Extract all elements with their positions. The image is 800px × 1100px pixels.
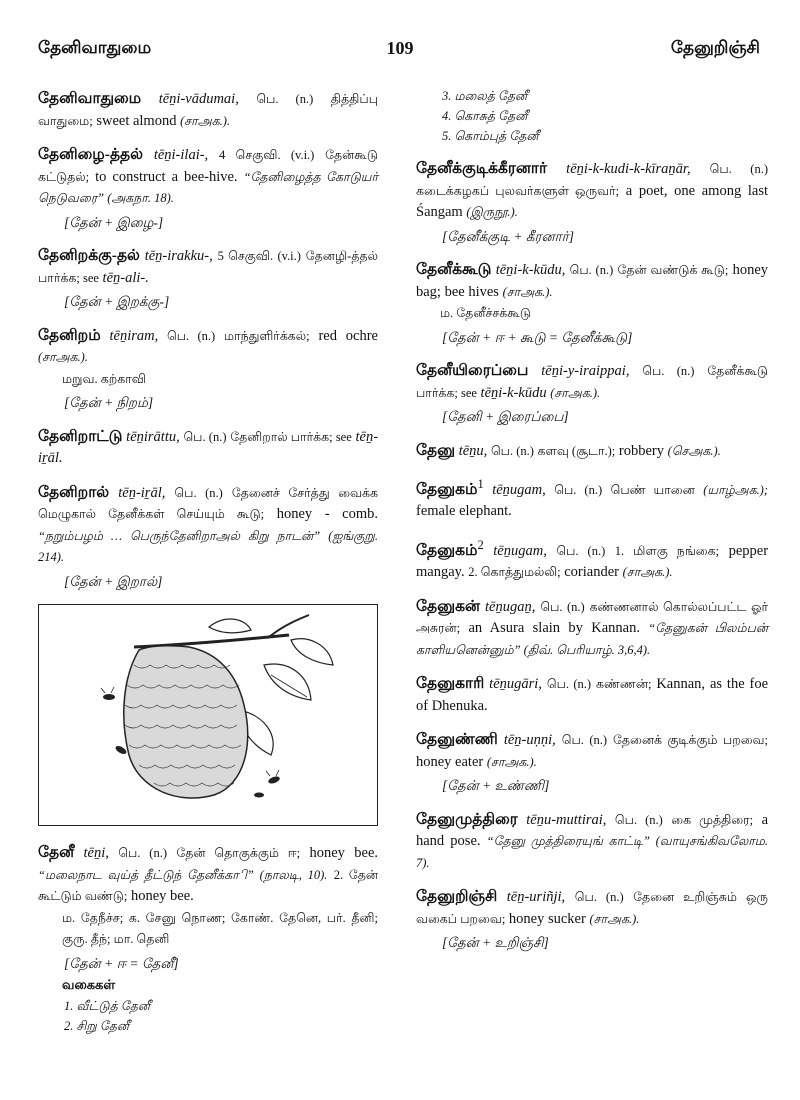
part-of-speech: பெ. (n.) bbox=[561, 733, 608, 748]
tamil-meaning-2: 2. தேன் கூட்டும் வண்டு; bbox=[38, 867, 379, 903]
source: (சாஅக.). bbox=[180, 113, 231, 128]
etymology: [தேன் + ஈ = தேனீ] bbox=[64, 955, 179, 971]
tamil-meaning: கண்ணன்; bbox=[596, 677, 652, 692]
headword: தேனீயிரைப்பை bbox=[416, 362, 529, 379]
headword: தேனிறம் bbox=[38, 326, 101, 344]
source: (சாஅக.). bbox=[502, 284, 553, 299]
transliteration: tēṉi-y-iraippai, bbox=[541, 363, 630, 379]
part-of-speech: பெ. (n.) bbox=[642, 364, 695, 378]
tamil-meaning: பெண் யானை bbox=[610, 482, 695, 497]
source: (சாஅக.). bbox=[589, 911, 640, 926]
headword: தேனுமுத்திரை bbox=[416, 810, 518, 828]
cross-reference: tēṉ-iṟāl. bbox=[38, 428, 379, 466]
headword: தேனீக்கூடு bbox=[416, 261, 492, 278]
type-item: 4. கொசுத் தேனீ bbox=[442, 109, 528, 123]
right-column bbox=[416, 88, 768, 966]
part-of-speech: 4 செகுவி. (v.i.) bbox=[218, 148, 315, 162]
tamil-meaning: மாந்துளிர்க்கல்; bbox=[224, 328, 310, 343]
headword: தேனீ bbox=[38, 844, 75, 861]
beehive-drawing bbox=[39, 605, 377, 825]
transliteration: tēṉi-vādumai, bbox=[158, 91, 239, 107]
headword: தேனிழை-த்தல் bbox=[38, 146, 144, 163]
english-meaning: Kannan, as the foe of Dhenuka. bbox=[416, 676, 769, 714]
types-continued bbox=[416, 86, 768, 146]
headword: தேனிறக்கு-தல் bbox=[38, 247, 140, 264]
tamil-meaning: தேனழி-த்தல் பார்க்க; see bbox=[38, 249, 378, 285]
transliteration: tēṉugāri, bbox=[489, 676, 542, 693]
page-number: 109 bbox=[386, 38, 414, 58]
cognates: ம. தேநீச்ச; க. சேனு நொண; கோண். தேனெ, பர். தீனி; குரு. தீந்; மா. தெனி bbox=[62, 910, 378, 946]
part-of-speech: பெ. (n.) bbox=[556, 543, 606, 558]
tamil-meaning: தேனை உறிஞ்சும் ஒரு வகைப் பறவை; bbox=[416, 890, 769, 926]
source: (சாஅக.). bbox=[550, 385, 601, 400]
left-column bbox=[38, 88, 378, 1048]
source: (சாஅக.). bbox=[622, 565, 673, 580]
part-of-speech: பெ. (n.) bbox=[183, 429, 227, 444]
entry-thenugan bbox=[416, 596, 768, 662]
quotation: “தேனிழைத்த கோடுயர் நெடுவரை” (அகநா. 18). bbox=[38, 169, 378, 205]
transliteration: tēṉ-uriñji, bbox=[506, 889, 566, 906]
headword: தேனிறால் bbox=[38, 483, 110, 501]
entry-theniyiraippai bbox=[416, 360, 768, 428]
part-of-speech: பெ. (n.) bbox=[118, 846, 167, 860]
tamil-meaning: தேன் வண்டுக் கூடு; bbox=[617, 263, 729, 277]
tamil-meaning: தேன் தொகுக்கும் ஈ; bbox=[176, 846, 301, 860]
type-item: 5. கொம்புத் தேனீ bbox=[442, 129, 539, 143]
quotation: “தேனுகன் பிலம்பன் காளியனென்னும்” (திவ். பெரியாழ். 3,6,4). bbox=[416, 621, 768, 657]
english-meaning: honey sucker bbox=[508, 910, 586, 927]
transliteration: tēṉ-irakku-, bbox=[144, 248, 213, 264]
headword: தேனுகம் bbox=[416, 480, 478, 498]
transliteration: tēṉi-k-kudi-k-kīraṉār, bbox=[566, 161, 691, 177]
entry-thenumuttirai bbox=[416, 809, 768, 875]
beehive-illustration bbox=[38, 604, 378, 826]
tamil-meaning: தித்திப்பு வாதுமை; bbox=[38, 92, 379, 128]
quotation: “தேனு முத்திரையுங் காட்டி” (வாயுசங்கிவலோம. 7). bbox=[416, 834, 768, 870]
entry-thenunni bbox=[416, 729, 768, 797]
english-meaning: pepper mangay. bbox=[416, 542, 769, 581]
part-of-speech: பெ. (n.) bbox=[574, 890, 624, 905]
headword: தேனிவாதுமை bbox=[38, 90, 142, 107]
cognates: ம. தேனீச்சக்கூடு bbox=[440, 306, 531, 320]
transliteration: tēṉ-uṇṇi, bbox=[503, 732, 556, 749]
etymology: [தேன் + உறிஞ்சி] bbox=[442, 935, 549, 951]
entry-thenugam-2 bbox=[416, 535, 768, 584]
etymology: [தேன் + நிறம்] bbox=[64, 395, 154, 410]
etymology: [தேன் + இழை-] bbox=[64, 214, 164, 230]
english-meaning: female elephant. bbox=[416, 503, 512, 520]
source: (செஅக.). bbox=[667, 443, 721, 458]
tamil-meaning: தேன்கூடு கட்டுதல்; bbox=[38, 148, 378, 184]
etymology: [தேனி + இரைப்பை] bbox=[442, 409, 569, 424]
part-of-speech: பெ. (n.) bbox=[174, 485, 223, 500]
headword: தேனிறாட்டு bbox=[38, 427, 123, 445]
etymology: [தேன் + இறக்கு-] bbox=[64, 294, 170, 309]
transliteration: tēṉi-k-kūdu, bbox=[495, 262, 566, 278]
tamil-meaning: தேனைக் குடிக்கும் பறவை; bbox=[612, 733, 768, 748]
english-meaning: red ochre bbox=[318, 327, 378, 344]
homograph-number: 2 bbox=[477, 537, 484, 552]
source: (யாழ்அக.); bbox=[703, 482, 769, 497]
english-meaning: honey bee. bbox=[309, 845, 379, 861]
part-of-speech: பெ. (n.) bbox=[709, 162, 769, 176]
headword: தேனுண்ணி bbox=[416, 731, 498, 749]
tamil-meaning: களவு (சூடா.); bbox=[537, 443, 616, 458]
english-meaning: an Asura slain by Kannan. bbox=[468, 620, 640, 637]
tamil-meaning: தேனீக்கூடு பார்க்க; see bbox=[416, 364, 769, 400]
headword: தேனுகன் bbox=[416, 597, 481, 615]
part-of-speech: 5 செகுவி. (v.i.) bbox=[217, 249, 301, 263]
part-of-speech: பெ. (n.) bbox=[554, 482, 603, 497]
english-meaning: honey bag; bee hives bbox=[416, 262, 769, 300]
entry-theniral bbox=[38, 482, 378, 593]
tamil-meaning: 1. மிளகு நங்கை; bbox=[614, 543, 720, 558]
transliteration: tēṉiram, bbox=[109, 327, 159, 344]
running-head-left: தேனிவாதுமை bbox=[38, 38, 152, 57]
transliteration: tēṉi-ilai-, bbox=[153, 147, 209, 163]
tamil-meaning: கடைக்கழகப் புலவர்களுள் ஒருவர்; bbox=[416, 183, 620, 198]
tamil-meaning: கை முத்திரை; bbox=[671, 812, 754, 827]
english-meaning-2: honey bee. bbox=[130, 888, 194, 904]
entry-theni bbox=[38, 842, 378, 1036]
headword: தேனுறிஞ்சி bbox=[416, 888, 498, 906]
transliteration: tēṉugam, bbox=[493, 542, 547, 559]
part-of-speech: பெ. (n.) bbox=[546, 677, 592, 692]
english-meaning-2: coriander bbox=[564, 564, 619, 581]
transliteration: tēṉu, bbox=[458, 442, 488, 459]
type-item: 1. வீட்டுத் தேனீ bbox=[64, 998, 150, 1013]
etymology: [தேன் + ஈ + கூடு = தேனீக்கூடு] bbox=[442, 329, 633, 345]
part-of-speech: பெ. (n.) bbox=[490, 443, 534, 458]
english-meaning: honey - comb. bbox=[276, 506, 378, 522]
transliteration: tēṉirāttu, bbox=[126, 428, 180, 445]
source: (சாஅக.). bbox=[38, 350, 88, 364]
transliteration: tēṉu-muttirai, bbox=[526, 811, 607, 828]
type-item: 2. சிறு தேனீ bbox=[64, 1018, 130, 1033]
entry-thenikkudu bbox=[416, 259, 768, 348]
cross-reference: tēṉ-ali-. bbox=[102, 269, 149, 286]
tamil-meaning: தேனிறால் பார்க்க; see bbox=[230, 429, 352, 444]
entry-theni-vadumai bbox=[38, 88, 378, 132]
headword: தேனு bbox=[416, 441, 456, 459]
entry-theniram bbox=[38, 325, 378, 414]
type-item: 3. மலைத் தேனீ bbox=[442, 89, 528, 103]
transliteration: tēṉugaṉ, bbox=[485, 598, 536, 615]
english-meaning: sweet almond bbox=[96, 112, 177, 129]
quotation: “நறும்பழம் … பெருந்தேனிறாஅல் கிறு நாடன்” (ஐங்குறு. 214). bbox=[38, 528, 378, 564]
etymology: [தேனீக்குடி + கீரனார்] bbox=[442, 228, 574, 244]
homograph-number: 1 bbox=[477, 477, 484, 491]
entry-thenu bbox=[416, 440, 768, 463]
entry-thenugari bbox=[416, 673, 768, 717]
entry-thenirakku bbox=[38, 245, 378, 313]
etymology: [தேன் + இறால்] bbox=[64, 573, 163, 589]
quotation: “மலைநாட வுய்த் தீட்டுந் தேனீக்காி” (நாலடி, 10). bbox=[38, 867, 328, 882]
english-meaning: a hand pose. bbox=[416, 811, 769, 850]
tamil-meaning: தேனைச் சேர்த்து வைக்க மெழுகால் தேனீக்கள் செய்யும் கூடு; bbox=[38, 485, 379, 521]
part-of-speech: பெ. (n.) bbox=[614, 812, 663, 827]
english-meaning: to construct a bee-hive. bbox=[95, 168, 238, 185]
headword: தேனுகாரி bbox=[416, 675, 485, 693]
english-meaning: honey eater bbox=[416, 753, 484, 770]
running-head-right: தேனுறிஞ்சி bbox=[670, 38, 760, 57]
transliteration: tēṉi, bbox=[83, 845, 109, 861]
part-of-speech: பெ. (n.) bbox=[167, 328, 216, 343]
entry-thenikkudikkiranar bbox=[416, 158, 768, 247]
entry-thenurinji bbox=[416, 886, 768, 954]
headword: தேனுகம் bbox=[416, 541, 478, 559]
variant-form: மறுவ. கற்காவி bbox=[62, 371, 146, 386]
types-label: வகைகள் bbox=[62, 977, 116, 992]
cross-reference: tēṉi-k-kūdu bbox=[480, 384, 547, 401]
entry-thenizhai bbox=[38, 144, 378, 233]
transliteration: tēṉ-iṟāl, bbox=[118, 484, 166, 501]
tamil-meaning-2: 2. கொத்துமல்லி; bbox=[468, 565, 561, 580]
part-of-speech: பெ. (n.) bbox=[256, 92, 314, 106]
tamil-meaning: கண்ணனால் கொல்லப்பட்ட ஓர் அசுரன்; bbox=[416, 599, 768, 636]
part-of-speech: பெ. (n.) bbox=[569, 263, 614, 277]
transliteration: tēṉugam, bbox=[492, 481, 546, 498]
entry-thenirattu bbox=[38, 426, 378, 470]
headword: தேனீக்குடிக்கீரனார் bbox=[416, 160, 548, 177]
part-of-speech: பெ. (n.) bbox=[540, 599, 585, 614]
english-meaning: a poet, one among last Śangam bbox=[416, 182, 769, 220]
entry-thenugam-1 bbox=[416, 474, 768, 523]
source: (சாஅக.). bbox=[486, 754, 537, 769]
source: (இருநூ.). bbox=[466, 205, 518, 219]
etymology: [தேன் + உண்ணி] bbox=[442, 778, 550, 794]
english-meaning: robbery bbox=[618, 442, 664, 459]
